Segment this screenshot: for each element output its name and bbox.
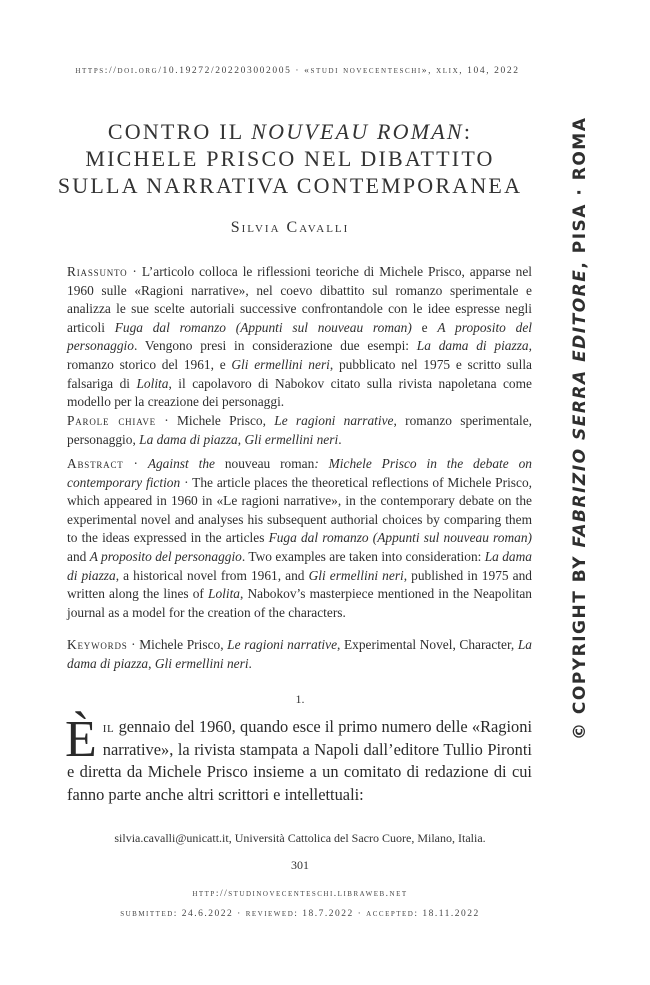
section-number: 1.: [295, 692, 305, 706]
drop-cap: È: [65, 711, 97, 768]
title-line-3: SULLA NARRATIVA CONTEMPORANEA: [57, 173, 523, 198]
author-name: Silvia Cavalli: [230, 219, 350, 236]
submission-dates: submitted: 24.6.2022 · reviewed: 18.7.2022 · accepted: 18.11.2022: [120, 909, 480, 919]
article-title: [40, 118, 540, 199]
journal-url: http://studinovecenteschi.libraweb.net: [192, 889, 408, 899]
parole-chiave-paragraph: Parole chiave · Michele Prisco, Le ragioni narrative, romanzo sperimentale, personaggio, La dama di piazza, Gli ermellini neri.: [67, 413, 533, 447]
page-number: 301: [291, 858, 309, 872]
body-paragraph: Èil gennaio del 1960, quando esce il primo numero delle «Ragioni narrative», la rivista stampata a Napoli dall’editore Tullio Pironti e diretta da Michele Prisco insieme a un comitato di redazione di cui fanno parte anche altri scrittori e intellettuali:: [65, 711, 532, 804]
abstract-label: Abstract: [67, 456, 124, 471]
author-affiliation-footnote: silvia.cavalli@unicatt.it, Università Cattolica del Sacro Cuore, Milano, Italia.: [114, 831, 486, 845]
abstract-paragraph: Abstract · Against the nouveau roman: Michele Prisco in the debate on contemporary fiction · The article places the theoretical reflections of Michele Prisco, which appeared in 1960 in «Le ragioni narrative», in the contemporary debate on the experimental novel and analyses his subsequent authorial choices by comparing them to the ideas expressed in the articles Fuga dal romanzo (Appunti sul nouveau roman) and A proposito del personaggio. Two examples are taken into consideration: La dama di piazza, a historical novel from 1961, and Gli ermellini neri, published in 1975 and written along the lines of Lolita, Nabokov’s masterpiece mentioned in the Neapolitan journal as a model for the creation of the characters.: [67, 456, 532, 620]
keywords-label: Keywords: [67, 637, 128, 652]
small-caps-lead: il: [102, 717, 115, 736]
parole-chiave-label: Parole chiave: [67, 413, 156, 428]
running-head: https://doi.org/10.19272/202203002005 · «studi novecenteschi», xlix, 104, 2022: [75, 66, 520, 76]
riassunto-label: Riassunto: [67, 264, 128, 279]
title-line-2: MICHELE PRISCO NEL DIBATTITO: [85, 146, 495, 171]
title-line-1: CONTRO IL NOUVEAU ROMAN:: [107, 119, 473, 144]
keywords-paragraph: Keywords · Michele Prisco, Le ragioni narrative, Experimental Novel, Character, La dama di piazza, Gli ermellini neri.: [67, 637, 532, 671]
riassunto-paragraph: Riassunto · L’articolo colloca le riflessioni teoriche di Michele Prisco, apparse nel 1960 sulle «Ragioni narrative», nel coevo dibattito sul romanzo sperimentale e analizza le sue scelte autoriali successive confrontandole con le idee espresse negli articoli Fuga dal romanzo (Appunti sul nouveau roman) e A proposito del personaggio. Vengono presi in considerazione due esempi: La dama di piazza, romanzo storico del 1961, e Gli ermellini neri, pubblicato nel 1975 e scritto sulla falsariga di Lolita, il capolavoro di Nabokov citato sulla rivista napoletana come modello per la creazione dei personaggi.: [67, 264, 533, 410]
copyright-notice: © COPYRIGHT BY FABRIZIO SERRA EDITORE, PISA · ROMA: [570, 116, 590, 740]
